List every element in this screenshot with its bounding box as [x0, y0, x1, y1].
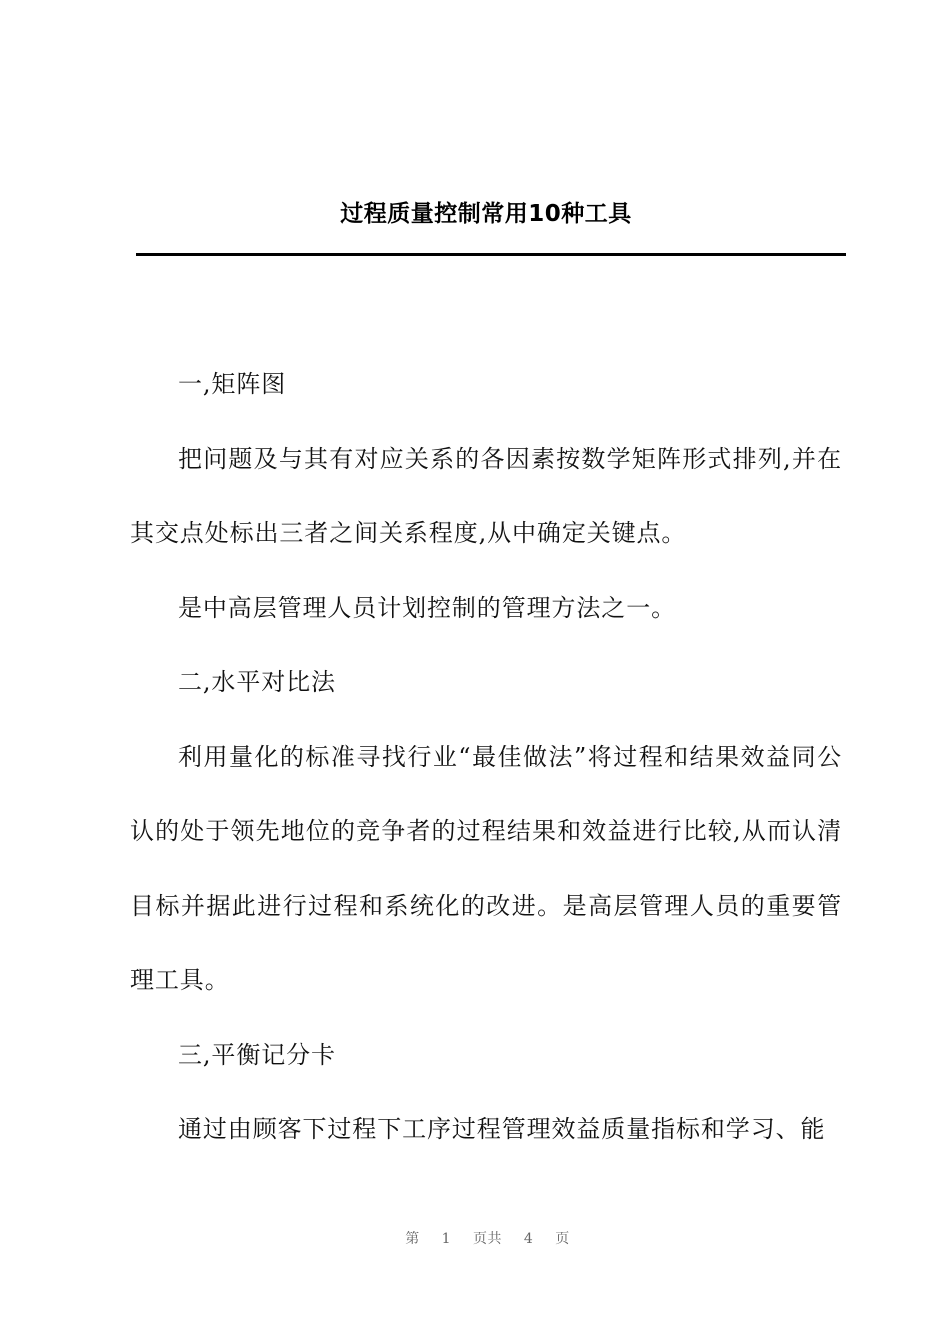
- title-underline-rule: [136, 253, 846, 256]
- footer-page-number: 1: [441, 1231, 452, 1247]
- paragraph-matrix-description: 把问题及与其有对应关系的各因素按数学矩阵形式排列,并在其交点处标出三者之间关系程度,从中确定关键点。: [130, 444, 842, 547]
- document-title: 过程质量控制常用10种工具: [340, 201, 632, 227]
- heading-matrix-diagram: 一,矩阵图: [178, 370, 287, 398]
- document-body: [130, 347, 842, 1167]
- footer-total-pages: 4: [523, 1231, 534, 1247]
- footer-suffix: 页: [555, 1231, 570, 1247]
- paragraph-benchmarking-description: 利用量化的标准寻找行业“最佳做法”将过程和结果效益同公认的处于领先地位的竞争者的过程结果和效益进行比较,从而认清目标并据此进行过程和系统化的改进。是高层管理人员的重要管理工具。: [130, 742, 842, 994]
- paragraph-balanced-scorecard-description: 通过由顾客下过程下工序过程管理效益质量指标和学习、能: [178, 1115, 826, 1143]
- heading-balanced-scorecard: 三,平衡记分卡: [178, 1040, 336, 1069]
- footer-middle: 页共: [473, 1231, 502, 1247]
- footer-prefix: 第: [405, 1231, 420, 1247]
- page-footer: [0, 1228, 950, 1248]
- paragraph-matrix-usage: 是中高层管理人员计划控制的管理方法之一。: [178, 593, 676, 622]
- heading-benchmarking: 二,水平对比法: [178, 668, 336, 696]
